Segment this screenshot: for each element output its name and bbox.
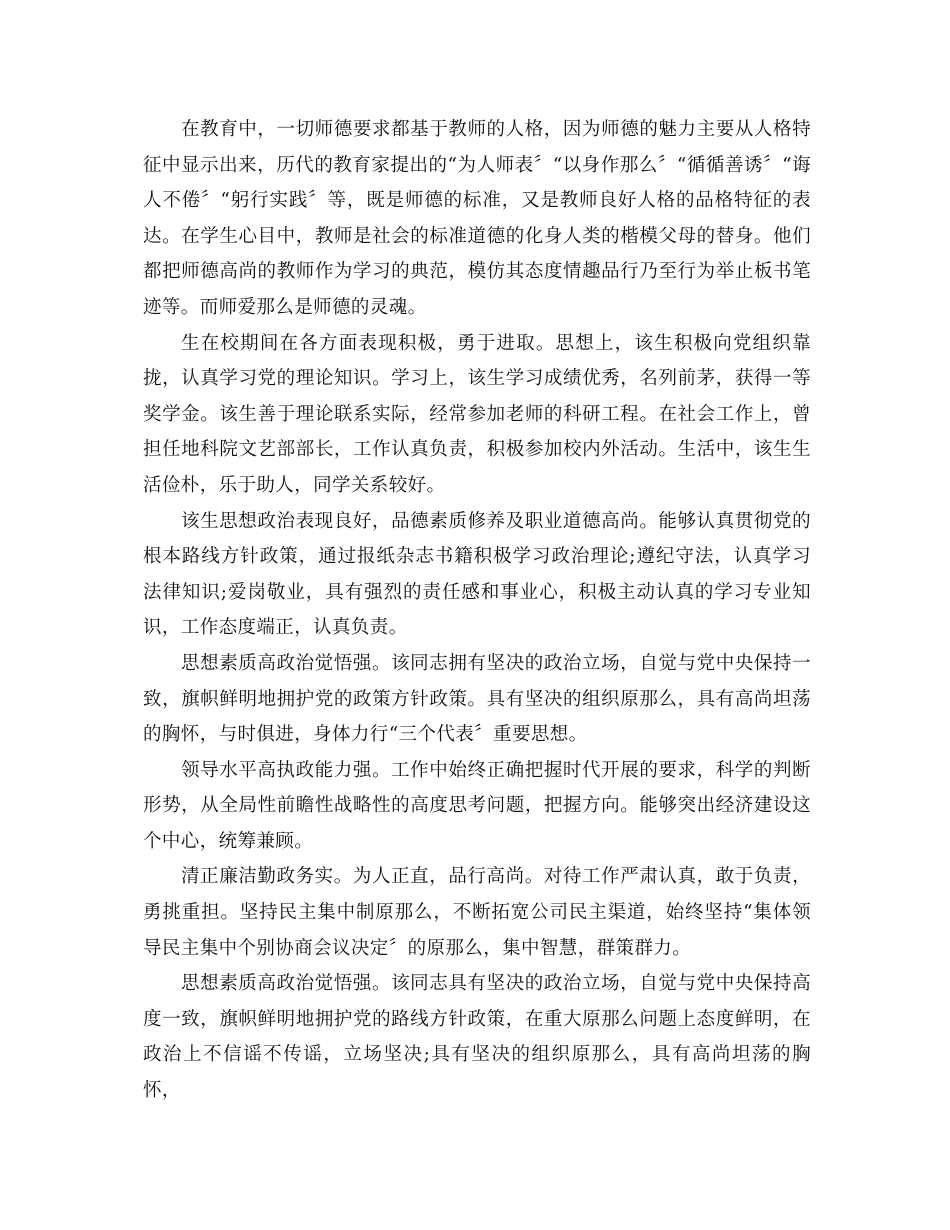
paragraph-political-conduct: 该生思想政治表现良好，品德素质修养及职业道德高尚。能够认真贯彻党的根本路线方针政策，通过报纸杂志书籍积极学习政治理论;遵纪守法，认真学习法律知识;爱岗敬业，具有强烈的责任感和事业心，积极主动认真的学习专业知识，工作态度端正，认真负责。 [143, 510, 811, 639]
paragraph-ideological-quality: 思想素质高政治觉悟强。该同志拥有坚决的政治立场，自觉与党中央保持一致，旗帜鲜明地拥护党的政策方针政策。具有坚决的组织原那么，具有高尚坦荡的胸怀，与时俱进，身体力行“三个代表〞重要思想。 [143, 652, 811, 746]
paragraph-political-stance: 思想素质高政治觉悟强。该同志具有坚决的政治立场，自觉与党中央保持高度一致，旗帜鲜明地拥护党的路线方针政策，在重大原那么问题上态度鲜明，在政治上不信谣不传谣，立场坚决;具有坚决的组织原那么，具有高尚坦荡的胸怀， [143, 973, 811, 1102]
paragraph-teacher-ethics: 在教育中，一切师德要求都基于教师的人格，因为师德的魅力主要从人格特征中显示出来，历代的教育家提出的“为人师表〞“以身作那么〞“循循善诱〞“诲人不倦〞“躬行实践〞等，既是师德的标准，又是教师良好人格的品格特征的表达。在学生心目中，教师是社会的标准道德的化身人类的楷模父母的替身。他们都把师德高尚的教师作为学习的典范，模仿其态度情趣品行乃至行为举止板书笔迹等。而师爱那么是师德的灵魂。 [143, 119, 811, 318]
document-body [143, 112, 811, 1109]
paragraph-integrity: 清正廉洁勤政务实。为人正直，品行高尚。对待工作严肃认真，敢于负责，勇挑重担。坚持民主集中制原那么，不断拓宽公司民主渠道，始终坚持“集体领导民主集中个别协商会议决定〞的原那么，集中智慧，群策群力。 [143, 866, 811, 959]
paragraph-leadership: 领导水平高执政能力强。工作中始终正确把握时代开展的要求，科学的判断形势，从全局性前瞻性战略性的高度思考问题，把握方向。能够突出经济建设这个中心，统筹兼顾。 [143, 759, 811, 852]
paragraph-student-performance: 生在校期间在各方面表现积极，勇于进取。思想上，该生积极向党组织靠拢，认真学习党的理论知识。学习上，该生学习成绩优秀，名列前茅，获得一等奖学金。该生善于理论联系实际，经常参加老师的科研工程。在社会工作上，曾担任地科院文艺部部长，工作认真负责，积极参加校内外活动。生活中，该生生活俭朴，乐于助人，同学关系较好。 [143, 332, 811, 496]
